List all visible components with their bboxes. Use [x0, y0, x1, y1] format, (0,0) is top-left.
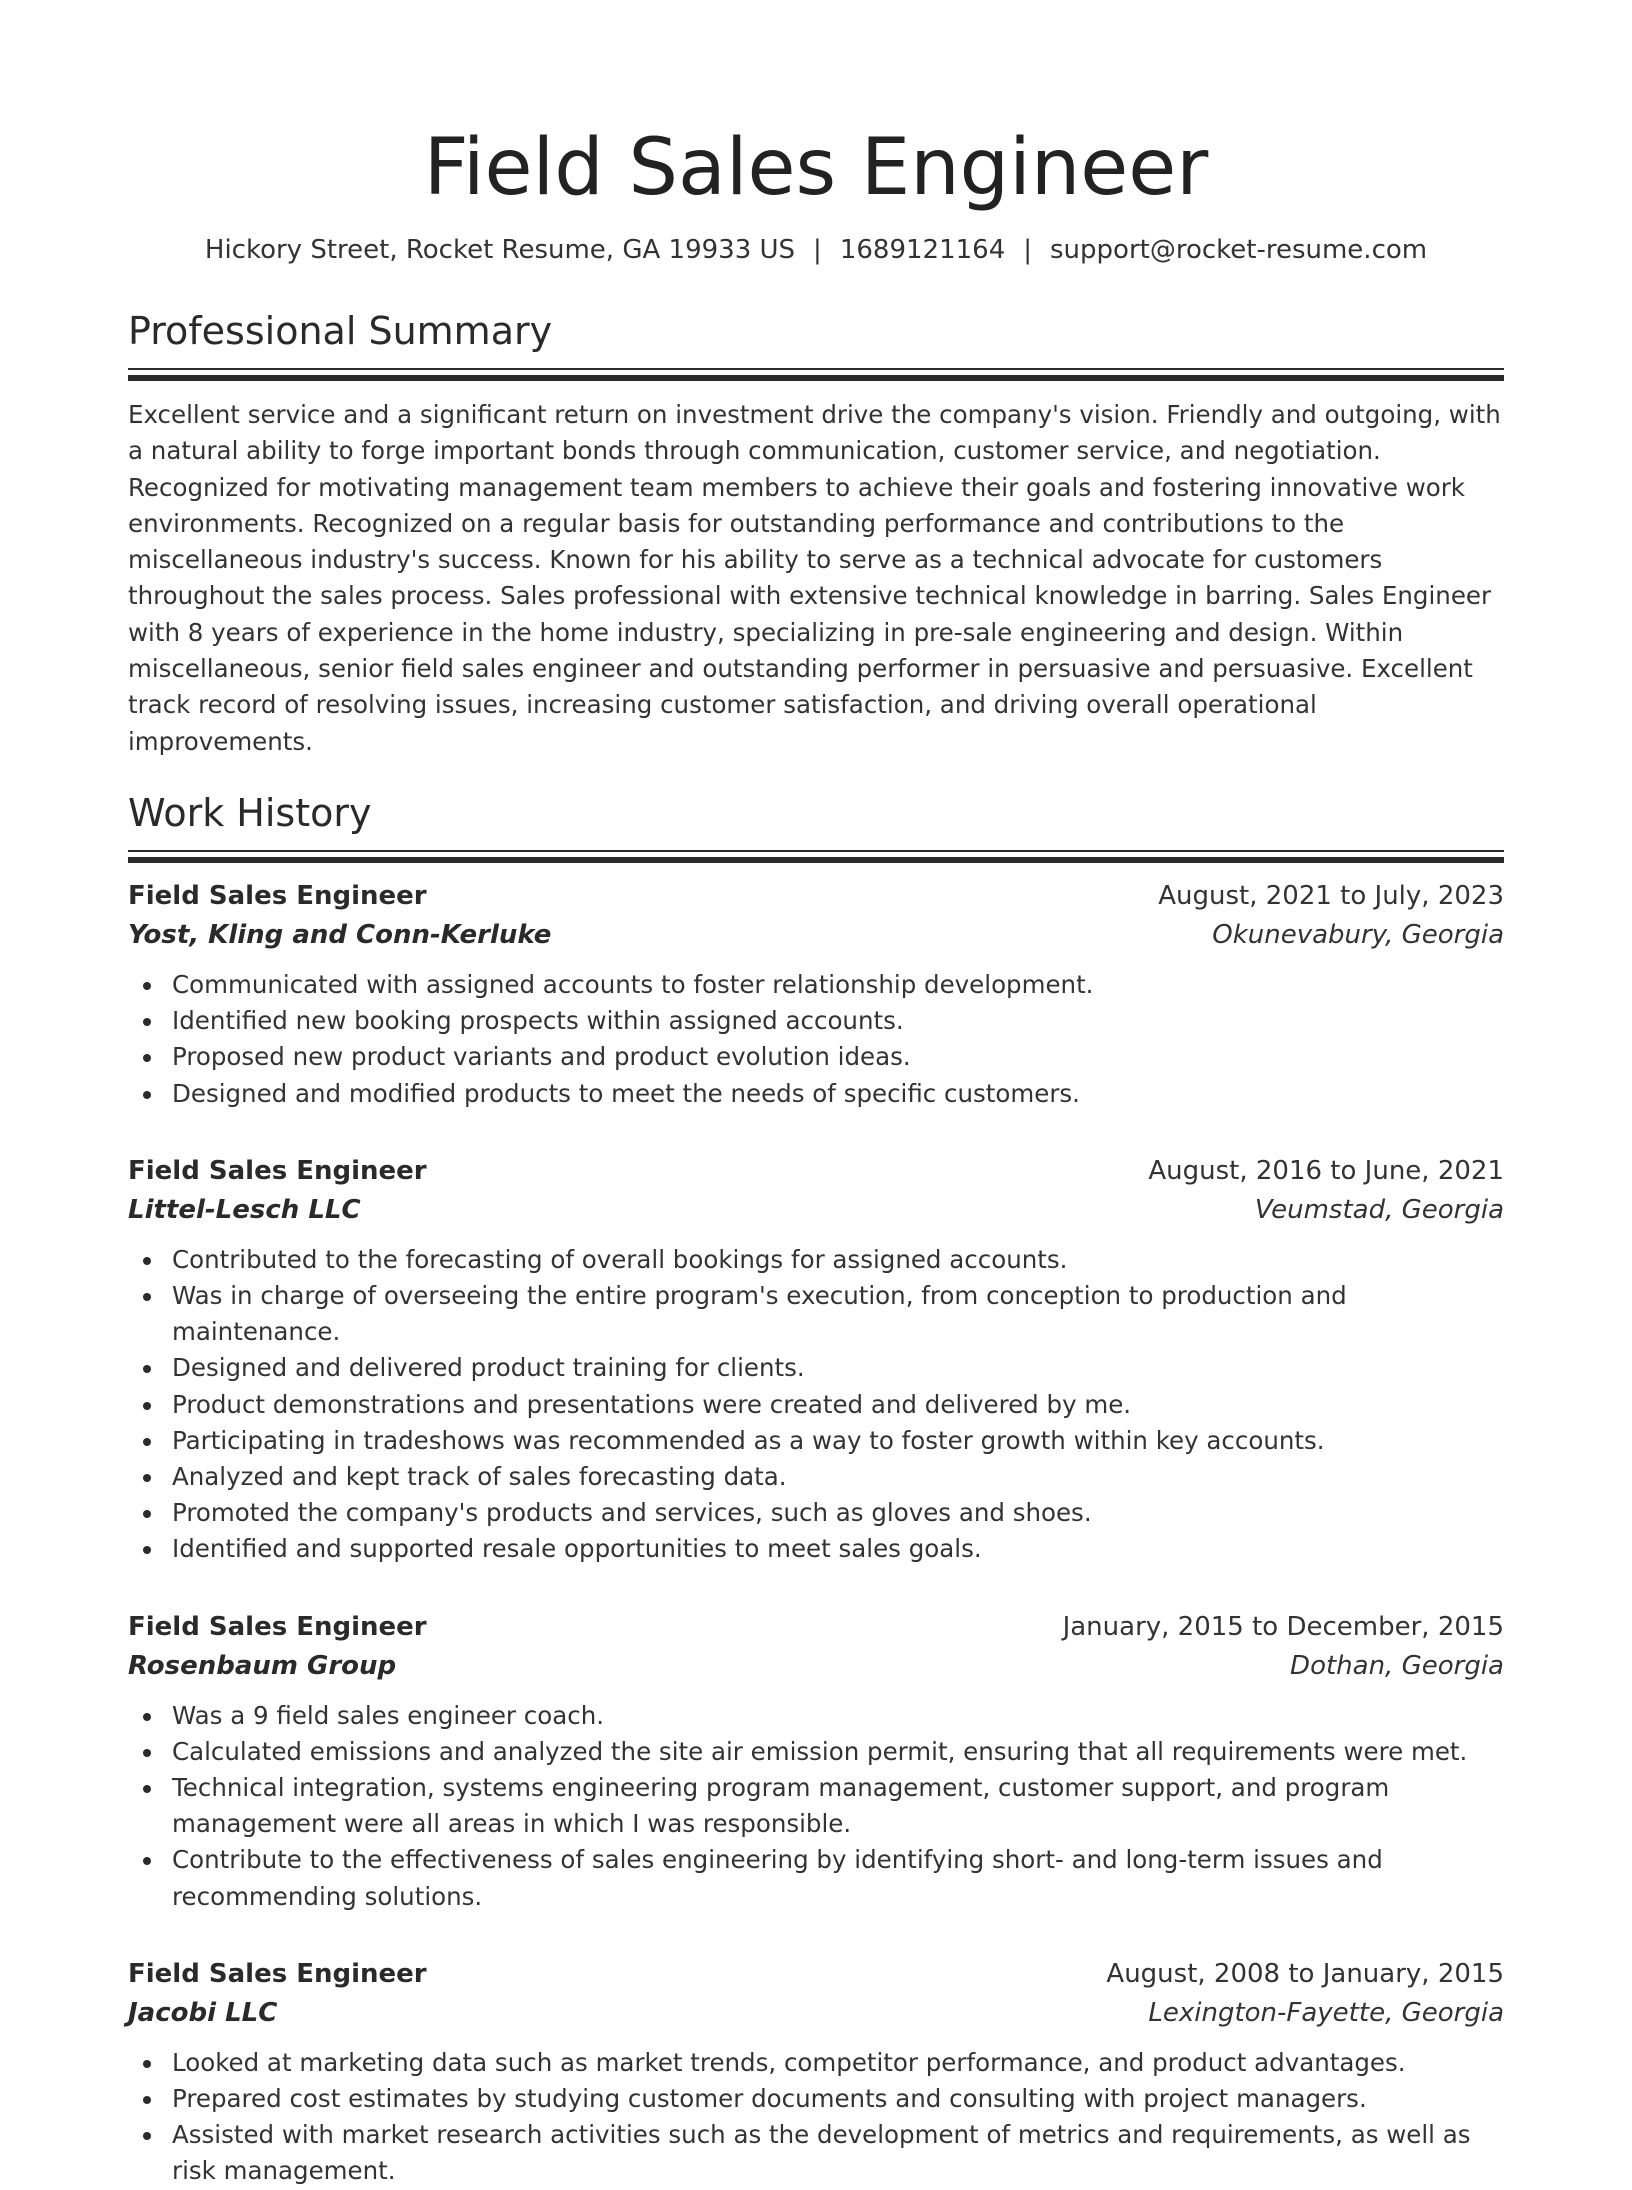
- job-dates: January, 2015 to December, 2015: [1062, 1611, 1504, 1642]
- job-entry: [128, 1608, 1504, 1915]
- job-company-row: [128, 1993, 1504, 2033]
- job-bullet-item: Calculated emissions and analyzed the site air emission permit, ensuring that all requirements were met.: [128, 1734, 1504, 1770]
- job-location: Veumstad, Georgia: [1254, 1194, 1504, 1225]
- job-location: Okunevabury, Georgia: [1212, 919, 1504, 950]
- contact-separator: |: [1023, 235, 1032, 265]
- job-bullet-item: Was a 9 field sales engineer coach.: [128, 1698, 1504, 1734]
- job-bullet-item: Prepared cost estimates by studying customer documents and consulting with project managers.: [128, 2081, 1504, 2117]
- job-company-row: [128, 1646, 1504, 1686]
- job-entry: [128, 877, 1504, 1112]
- job-dates: August, 2008 to January, 2015: [1106, 1958, 1504, 1989]
- contact-separator: |: [813, 235, 822, 265]
- job-company: Rosenbaum Group: [128, 1650, 397, 1681]
- job-title: Field Sales Engineer: [128, 1958, 427, 1989]
- job-title: Field Sales Engineer: [128, 880, 427, 911]
- job-bullet-item: Analyzed and kept track of sales forecasting data.: [128, 1459, 1504, 1495]
- job-bullet-list: [128, 967, 1504, 1112]
- resume-title: Field Sales Engineer: [423, 123, 1209, 213]
- job-company-row: [128, 1190, 1504, 1230]
- job-title: Field Sales Engineer: [128, 1611, 427, 1642]
- job-bullet-item: Product demonstrations and presentations were created and delivered by me.: [128, 1387, 1504, 1423]
- job-bullet-item: Proposed new product variants and product evolution ideas.: [128, 1039, 1504, 1075]
- job-dates: August, 2016 to June, 2021: [1148, 1155, 1504, 1186]
- professional-summary-section: [128, 308, 1504, 760]
- contact-phone: 1689121164: [839, 235, 1006, 265]
- job-company: Littel-Lesch LLC: [128, 1194, 361, 1225]
- job-entry: [128, 1152, 1504, 1568]
- job-header-row: [128, 1152, 1504, 1190]
- contact-line: [128, 234, 1504, 266]
- job-header-row: [128, 877, 1504, 915]
- job-bullet-list: [128, 2045, 1504, 2190]
- job-company: Jacobi LLC: [128, 1997, 278, 2028]
- section-heading-summary: Professional Summary: [128, 309, 553, 353]
- contact-address: Hickory Street, Rocket Resume, GA 19933 US: [204, 235, 796, 265]
- job-list: [128, 877, 1504, 2190]
- job-bullet-list: [128, 1242, 1504, 1568]
- section-heading-work-history: Work History: [128, 790, 372, 835]
- job-location: Lexington-Fayette, Georgia: [1148, 1997, 1504, 2028]
- job-header-row: [128, 1608, 1504, 1646]
- job-bullet-item: Contributed to the forecasting of overall bookings for assigned accounts.: [128, 1242, 1504, 1278]
- job-bullet-item: Assisted with market research activities such as the development of metrics and requirements, as well as risk management.: [128, 2117, 1504, 2189]
- section-divider: [128, 850, 1504, 863]
- job-company: Yost, Kling and Conn-Kerluke: [128, 919, 552, 950]
- job-bullet-list: [128, 1698, 1504, 1915]
- job-bullet-item: Was in charge of overseeing the entire program's execution, from conception to production and maintenance.: [128, 1278, 1504, 1350]
- resume-page: [128, 0, 1504, 2190]
- contact-email: support@rocket-resume.com: [1050, 235, 1428, 265]
- job-header-row: [128, 1955, 1504, 1993]
- job-location: Dothan, Georgia: [1290, 1650, 1504, 1681]
- job-bullet-item: Designed and delivered product training for clients.: [128, 1350, 1504, 1386]
- job-bullet-item: Looked at marketing data such as market trends, competitor performance, and product advantages.: [128, 2045, 1504, 2081]
- section-divider: [128, 368, 1504, 381]
- job-entry: [128, 1955, 1504, 2190]
- job-bullet-item: Identified and supported resale opportunities to meet sales goals.: [128, 1531, 1504, 1567]
- job-company-row: [128, 915, 1504, 955]
- job-bullet-item: Identified new booking prospects within assigned accounts.: [128, 1003, 1504, 1039]
- job-bullet-item: Participating in tradeshows was recommended as a way to foster growth within key accounts.: [128, 1423, 1504, 1459]
- job-bullet-item: Contribute to the effectiveness of sales engineering by identifying short- and long-term issues and recommending solutions.: [128, 1842, 1504, 1914]
- job-dates: August, 2021 to July, 2023: [1158, 880, 1504, 911]
- job-bullet-item: Designed and modified products to meet the needs of specific customers.: [128, 1076, 1504, 1112]
- job-bullet-item: Promoted the company's products and services, such as gloves and shoes.: [128, 1495, 1504, 1531]
- job-bullet-item: Technical integration, systems engineering program management, customer support, and program management were all areas in which I was responsible.: [128, 1770, 1504, 1842]
- job-title: Field Sales Engineer: [128, 1155, 427, 1186]
- summary-text: Excellent service and a significant return on investment drive the company's vision. Friendly and outgoing, with a natural ability to forge important bonds through communication, customer service, and negotiation. Recognized for motivating management team members to achieve their goals and fostering innovative work environments. Recognized on a regular basis for outstanding performance and contributions to the miscellaneous industry's success. Known for his ability to serve as a technical advocate for customers throughout the sales process. Sales professional with extensive technical knowledge in barring. Sales Engineer with 8 years of experience in the home industry, specializing in pre-sale engineering and design. Within miscellaneous, senior field sales engineer and outstanding performer in persuasive and persuasive. Excellent track record of resolving issues, increasing customer satisfaction, and driving overall operational improvements.: [128, 400, 1501, 756]
- work-history-section: [128, 790, 1504, 2190]
- job-bullet-item: Communicated with assigned accounts to foster relationship development.: [128, 967, 1504, 1003]
